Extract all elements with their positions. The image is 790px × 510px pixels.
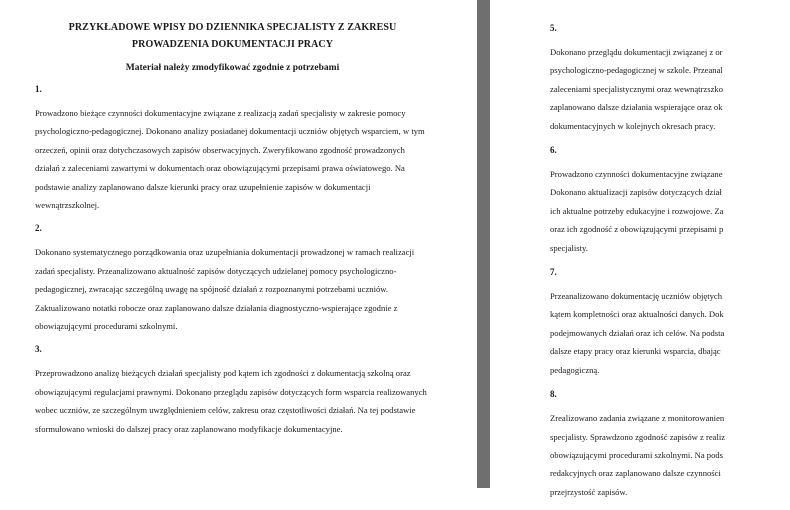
entry-line: Dokonano przeglądu dokumentacji związanej z or [550,47,723,57]
entry-line: ich aktualne potrzeby edukacyjne i rozwojowe. Za [550,205,724,216]
document-title: PRZYKŁADOWE WPISY DO DZIENNIKA SPECJALISTY Z ZAKRESU PROWADZENIA DOKUMENTACJI PRACY [68,22,397,50]
entry-number: 1. [35,84,42,94]
entry-line: kątem kompletności oraz aktualności danych. Dok [550,309,724,320]
entry-text [550,409,790,501]
left-page-content [35,19,430,446]
entry-line: zaleceniami specjalistycznymi oraz wewnątrzszko [550,83,723,94]
entry-line: psychologiczno-pedagogicznej w szkole. Przeanal [550,65,723,76]
entry-text [550,43,790,135]
document-page-right [513,0,750,497]
entry-line: dokumentacyjnych w kolejnych okresach pracy. [550,120,716,131]
entry-number: 6. [550,145,557,156]
entry-line: specjalisty. Sprawdzono zgodność zapisów z realiz [550,431,726,442]
entry-line: specjalisty. [550,242,588,253]
entry-text: Dokonano systematycznego porządkowania oraz uzupełniania dokumentacji prowadzonej w ramach realizacji zadań specjalisty. Przeanalizowano aktualność zapisów dotyczących udzielanej pomocy psychologiczno-pedagogicznej, zwracając szczególną uwagę na spójność działań z rozpoznanymi potrzebami uczniów. Zaktualizowano notatki robocze oraz zaplanowano dalsze działania diagnostyczno-wspierające zgodnie z obowiązującymi procedurami szkolnymi. [35,247,415,332]
entry-number: 7. [550,267,557,278]
entry-line: obowiązującymi procedurami szkolnymi. Na pods [550,449,724,460]
entry-line: dalsze etapy pracy oraz kierunki wsparcia, dbając [550,346,721,357]
entry-line: oraz ich zgodność z obowiązującymi przepisami p [550,224,724,235]
document-subtitle: Materiał należy zmodyfikować zgodnie z potrzebami [125,63,340,73]
entry-line: podejmowanych działań oraz ich celów. Na podsta [550,327,725,338]
entry-number: 2. [35,223,42,234]
entry-line: pedagogiczną. [550,364,600,375]
entry-number: 8. [550,389,557,400]
entry-line: Przeanalizowano dokumentację uczniów objętych [550,291,723,302]
vertical-scrollbar-divider[interactable] [477,0,490,488]
entry-number: 3. [35,344,42,355]
entry-line: zaplanowano dalsze działania wspierające oraz ok [550,102,723,113]
right-page-content [550,22,790,510]
entry-line: Dokonano aktualizacji zapisów dotyczących dział [550,187,722,198]
entry-line: Zrealizowano zadania związane z monitorowanien [550,413,725,424]
entry-line: redakcyjnych oraz zaplanowano dalsze czynności [550,468,721,479]
entry-text: Przeprowadzono analizę bieżących działań specjalisty pod kątem ich zgodności z dokumentacją szkolną oraz obowiązującymi regulacjami prawnymi. Dokonano przeglądu zapisów dotyczących form wsparcia realizowanych wobec uczniów, ze szczególnym uwzględnieniem celów, zakresu oraz częstotliwości działań. Na tej podstawie sformułowano wnioski do dalszej pracy oraz zaplanowano modyfikacje dokumentacyjne. [35,368,427,434]
entry-line: przejrzystość zapisów. [550,486,628,497]
entry-line: Prowadzono czynności dokumentacyjne związane [550,169,723,180]
entry-text: Prowadzono bieżące czynności dokumentacyjne związane z realizacją zadań specjalisty w zakresie pomocy psychologiczno-pedagogicznej. Dokonano analizy posiadanej dokumentacji uczniów objętych wsparciem, w tym orzeczeń, opinii oraz dotychczasowych zapisów obserwacyjnych. Zweryfikowano zgodność prowadzonych działań z zaleceniami zawartymi w dokumentach oraz obowiązującymi przepisami prawa oświatowego. Na podstawie analizy zaplanowano dalsze kierunki pracy oraz uzupełnienie zapisów w dokumentacji wewnątrzszkolnej. [35,108,425,211]
entry-text [550,287,790,379]
entry-text [550,165,790,257]
entry-number: 5. [550,23,557,33]
